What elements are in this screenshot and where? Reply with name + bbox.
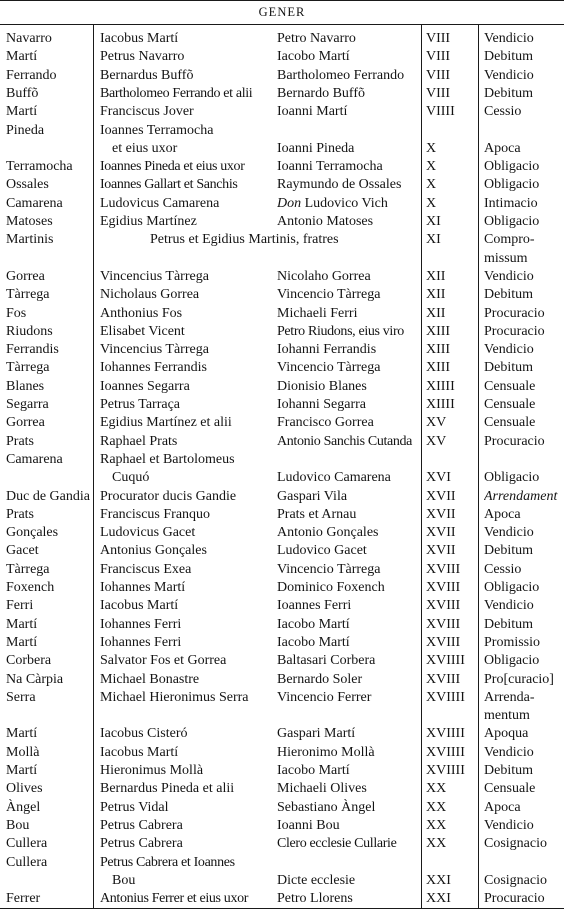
row-name: Ferrandis [6, 342, 59, 358]
row-name: Ferri [6, 598, 34, 614]
row-folio: VIII [426, 85, 451, 101]
row-party: Michael Bonastre [100, 671, 200, 687]
row-party: Petrus Vidal [100, 799, 169, 815]
row-folio: XX [426, 836, 447, 852]
row-folio: XIII [426, 323, 451, 339]
row-act-type: Vendicio [484, 342, 534, 358]
row-counterparty: Vincencio Tàrrega [277, 287, 381, 303]
row-name: Martí [6, 634, 38, 650]
row-folio: XVII [426, 543, 456, 559]
row-party: Iacobus Cisteró [100, 726, 188, 742]
row-counterparty: Antonio Gonçales [277, 525, 379, 541]
row-counterparty: Iohanni Segarra [277, 397, 367, 412]
row-counterparty: Ludovico Camarena [277, 470, 391, 486]
row-act-type: Apoca [484, 140, 521, 156]
row-name: Martí [6, 726, 38, 742]
row-name: Matoses [6, 214, 53, 229]
row-counterparty: Raymundo de Ossales [277, 177, 402, 193]
row-counterparty: Iacobo Martí [277, 616, 350, 632]
row-counterparty: Vincencio Tàrrega [277, 561, 381, 577]
row-counterparty: Iacobo Martí [277, 634, 350, 650]
row-name: Riudons [6, 323, 53, 339]
counterparty-name: Ludovico Vich [301, 195, 388, 211]
row-counterparty: Dionisio Blanes [277, 378, 367, 394]
row-name: Martí [6, 763, 38, 778]
top-rule [0, 0, 564, 1]
row-counterparty: Prats et Arnau [277, 506, 357, 522]
header-rule [0, 24, 564, 25]
row-counterparty: Dicte ecclesie [277, 872, 356, 888]
row-counterparty: Francisco Gorrea [277, 415, 374, 431]
row-name: Prats [6, 433, 34, 449]
row-folio: X [426, 140, 437, 156]
row-act-type: Cessio [484, 561, 522, 577]
row-act-type: Pro[curacio] [484, 671, 554, 687]
row-name: Gonçales [6, 525, 59, 541]
row-counterparty: Ioanni Bou [277, 817, 340, 833]
row-act-type: Vendicio [484, 31, 534, 46]
row-name: Fos [6, 305, 27, 321]
row-counterparty: Ioannes Ferri [277, 598, 352, 614]
row-name: Ferrer [6, 891, 41, 907]
row-folio: VIII [426, 49, 451, 65]
row-act-type: Arrenda- [484, 689, 535, 705]
row-party: Petrus Cabrera [100, 817, 183, 833]
row-party: Franciscus Franquo [100, 506, 211, 522]
row-name: Camarena [6, 451, 63, 467]
row-act-type: Censuale [484, 415, 536, 431]
row-folio: XVIIII [426, 744, 465, 760]
row-name: Martinis [6, 232, 54, 248]
row-folio: VIII [426, 31, 451, 46]
row-act-type: Censuale [484, 397, 536, 412]
row-folio: XI [426, 232, 441, 248]
row-act-type: Debitum [484, 287, 533, 303]
row-act-type: Obligacio [484, 214, 540, 229]
row-party: Ioannes Gallart et Sanchis [100, 177, 238, 193]
row-counterparty: Clero ecclesie Cullarie [277, 836, 397, 852]
row-counterparty: Iacobo Martí [277, 49, 350, 65]
row-counterparty: Antonio Matoses [277, 214, 374, 229]
row-party: Iohannes Ferrandis [100, 360, 207, 376]
row-counterparty: Ludovico Gacet [277, 543, 367, 559]
row-counterparty: Vincencio Ferrer [277, 689, 372, 705]
row-name: Prats [6, 506, 34, 522]
row-name: Terramocha [6, 159, 73, 175]
row-act-type: Vendicio [484, 525, 534, 541]
row-act-type: Promissio [484, 634, 541, 650]
row-name: Bou [6, 817, 30, 833]
row-party: Bou [112, 872, 136, 888]
row-counterparty: Sebastiano Àngel [277, 799, 376, 815]
row-party: Nicholaus Gorrea [100, 287, 200, 303]
row-act-type: Censuale [484, 781, 536, 797]
row-party: Petrus Cabrera et Ioannes [100, 854, 235, 870]
row-folio: XVII [426, 506, 456, 522]
row-party: Michael Hieronimus Serra [100, 689, 249, 705]
row-name: Àngel [6, 799, 41, 815]
row-folio: XX [426, 817, 447, 833]
row-party: Iacobus Martí [100, 744, 179, 760]
row-party: Anthonius Fos [100, 305, 183, 321]
row-name: Mollà [6, 744, 40, 760]
row-act-type: mentum [484, 708, 530, 724]
row-act-type: Debitum [484, 763, 533, 778]
row-party: Petrus Navarro [100, 49, 185, 65]
row-name: Tàrrega [6, 287, 50, 303]
row-party: Petrus Tarraça [100, 397, 181, 412]
row-folio: XVIII [426, 598, 461, 614]
row-folio: XVIII [426, 671, 461, 687]
row-counterparty: Ioanni Martí [277, 104, 348, 120]
row-counterparty: Petro Riudons, eius viro [277, 323, 404, 339]
row-party: Bartholomeo Ferrando et alii [100, 85, 253, 101]
row-party: et eius uxor [112, 140, 178, 156]
row-party: Antonius Ferrer et eius uxor [100, 891, 249, 907]
row-folio: VIIII [426, 104, 455, 120]
row-counterparty: Nicolaho Gorrea [277, 268, 371, 284]
row-party: Iacobus Martí [100, 31, 179, 46]
row-name: Tàrrega [6, 561, 50, 577]
row-party: Vincencius Tàrrega [100, 342, 209, 358]
row-folio: XIII [426, 342, 451, 358]
row-party: Iohannes Ferri [100, 616, 182, 632]
row-party: Ioannes Pineda et eius uxor [100, 159, 245, 175]
row-counterparty: Dominico Foxench [277, 580, 385, 595]
row-party: Iohannes Martí [100, 580, 186, 595]
row-act-type: Obligacio [484, 470, 540, 486]
row-folio: XX [426, 781, 447, 797]
row-party: Raphael et Bartolomeus [100, 451, 235, 467]
row-act-type: Vendicio [484, 268, 534, 284]
row-counterparty: Hieronimo Mollà [277, 744, 375, 760]
row-party: Iohannes Ferri [100, 634, 182, 650]
column-divider-3 [478, 25, 479, 908]
row-party: Raphael Prats [100, 433, 178, 449]
row-act-type: Obligacio [484, 159, 540, 175]
row-party: Antonius Gonçales [100, 543, 207, 559]
row-name: Foxench [6, 580, 55, 595]
row-act-type: Cessio [484, 104, 522, 120]
row-name: Buffõ [6, 85, 39, 101]
row-act-type: Vendicio [484, 598, 534, 614]
row-folio: VIII [426, 67, 451, 83]
row-counterparty: Iacobo Martí [277, 763, 350, 778]
row-folio: XII [426, 305, 446, 321]
row-counterparty: Michaeli Ferri [277, 305, 358, 321]
row-counterparty [277, 195, 420, 213]
row-name: Pineda [6, 122, 45, 138]
row-act-type: Obligacio [484, 653, 540, 669]
row-counterparty: Iohanni Ferrandis [277, 342, 377, 358]
row-folio: XIIII [426, 397, 455, 412]
table-header-title: GENER [258, 5, 306, 19]
row-act-type: Apoca [484, 799, 521, 815]
row-act-type: Intimacio [484, 195, 538, 211]
row-party: Procurator ducis Gandie [100, 488, 237, 504]
row-counterparty: Antonio Sanchis Cutanda [277, 433, 413, 449]
row-act-type: Debitum [484, 543, 533, 559]
row-act-type: Obligacio [484, 580, 540, 595]
row-folio: XVIII [426, 580, 461, 595]
row-folio: XXI [426, 891, 451, 907]
row-name: Martí [6, 49, 38, 65]
row-party: Cuquó [112, 470, 150, 486]
row-folio: XVII [426, 488, 456, 504]
row-folio: XI [426, 214, 441, 229]
row-counterparty: Baltasari Corbera [277, 653, 376, 669]
row-name: Gorrea [6, 415, 45, 431]
row-folio: XVIIII [426, 726, 465, 742]
row-name: Cullera [6, 836, 48, 852]
column-divider-1 [93, 25, 94, 908]
row-party: Salvator Fos et Gorrea [100, 653, 227, 669]
row-party: Ioannes Segarra [100, 378, 190, 394]
row-name: Olives [6, 781, 43, 797]
row-act-type: Procuracio [484, 433, 545, 449]
row-party: Elisabet Vicent [100, 323, 185, 339]
row-act-type: Compro- [484, 232, 535, 248]
row-party: Bernardus Pineda et alii [100, 781, 235, 797]
row-act-type: Procuracio [484, 891, 545, 907]
row-counterparty: Michaeli Olives [277, 781, 367, 797]
row-counterparty: Ioanni Terramocha [277, 159, 383, 175]
row-act-type: Censuale [484, 378, 536, 394]
row-act-type: Obligacio [484, 177, 540, 193]
row-folio: XVIIII [426, 653, 465, 669]
row-party: Ludovicus Camarena [100, 195, 220, 211]
row-counterparty: Bernardo Buffõ [277, 85, 365, 101]
row-name: Tàrrega [6, 360, 50, 376]
row-party: Bernardus Buffõ [100, 67, 194, 83]
row-span-text: Petrus et Egidius Martinis, fratres [150, 232, 339, 248]
row-counterparty: Gaspari Martí [277, 726, 356, 742]
row-name: Gorrea [6, 268, 45, 284]
row-counterparty: Bartholomeo Ferrando [277, 67, 405, 83]
row-party: Egidius Martínez et alii [100, 415, 232, 431]
row-act-type: Procuracio [484, 323, 545, 339]
row-folio: XX [426, 799, 447, 815]
row-act-type: Apoca [484, 506, 521, 522]
row-name: Camarena [6, 195, 63, 211]
row-act-type: Cosignacio [484, 872, 547, 888]
row-folio: X [426, 159, 437, 175]
row-name: Serra [6, 689, 36, 705]
row-counterparty: Petro Llorens [277, 891, 353, 907]
row-folio: XVIIII [426, 689, 465, 705]
row-act-type: Debitum [484, 360, 533, 376]
row-party: Ioannes Terramocha [100, 122, 214, 138]
row-name: Duc de Gandia [6, 488, 90, 504]
row-name: Cullera [6, 854, 48, 870]
row-act-type: Apoqua [484, 726, 529, 742]
column-divider-2 [421, 25, 422, 908]
row-folio: XVII [426, 525, 456, 541]
row-party: Petrus Cabrera [100, 836, 183, 852]
row-name: Segarra [6, 397, 49, 412]
row-folio: XV [426, 433, 447, 449]
row-act-type: Vendicio [484, 744, 534, 760]
row-folio: XXI [426, 872, 451, 888]
row-name: Na Càrpia [6, 671, 64, 687]
row-act-type: Procuracio [484, 305, 545, 321]
row-counterparty: Ioanni Pineda [277, 140, 355, 156]
row-act-type: Cosignacio [484, 836, 547, 852]
row-folio: XIII [426, 360, 451, 376]
row-folio: XVIII [426, 616, 461, 632]
row-act-type: Vendicio [484, 67, 534, 83]
row-name: Corbera [6, 653, 52, 669]
row-name: Blanes [6, 378, 45, 394]
row-act-type: Arrendament [484, 488, 558, 504]
row-party: Hieronimus Mollà [100, 763, 204, 778]
row-name: Ossales [6, 177, 49, 193]
row-folio: XVIII [426, 561, 461, 577]
row-party: Franciscus Exea [100, 561, 192, 577]
row-party: Franciscus Jover [100, 104, 194, 120]
row-counterparty: Vincencio Tàrrega [277, 360, 381, 376]
row-counterparty: Bernardo Soler [277, 671, 363, 687]
row-counterparty: Gaspari Vila [277, 488, 348, 504]
row-act-type: Debitum [484, 49, 533, 65]
row-folio: X [426, 177, 437, 193]
row-party: Ludovicus Gacet [100, 525, 196, 541]
row-name: Navarro [6, 31, 52, 46]
row-folio: XVIIII [426, 763, 465, 778]
row-name: Gacet [6, 543, 39, 559]
row-name: Martí [6, 616, 38, 632]
row-folio: XVIII [426, 634, 461, 650]
row-folio: X [426, 195, 437, 211]
row-counterparty: Petro Navarro [277, 31, 356, 46]
honorific-text: Don [277, 195, 302, 211]
row-folio: XVI [426, 470, 451, 486]
row-act-type: Debitum [484, 85, 533, 101]
row-name: Ferrando [6, 67, 57, 83]
row-folio: XV [426, 415, 447, 431]
row-act-type: Debitum [484, 616, 533, 632]
row-folio: XII [426, 287, 446, 303]
row-act-type: missum [484, 250, 528, 266]
row-party: Iacobus Martí [100, 598, 179, 614]
row-party: Vincencius Tàrrega [100, 268, 209, 284]
row-act-type: Vendicio [484, 817, 534, 833]
row-folio: XII [426, 268, 446, 284]
row-name: Martí [6, 104, 38, 120]
row-folio: XIIII [426, 378, 455, 394]
row-party: Egidius Martínez [100, 214, 197, 229]
